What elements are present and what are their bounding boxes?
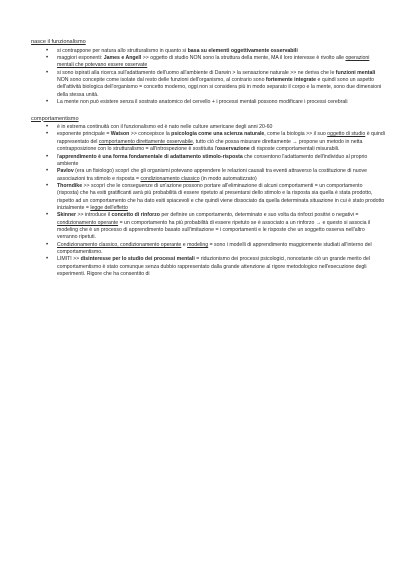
bullet-text: >> concepisce la bbox=[129, 131, 172, 138]
bullet-text: >> oggetto di studio NON sono la struttura della mente, MA il loro interesse è rivolto alle bbox=[141, 54, 346, 61]
bullet-item bbox=[57, 168, 385, 183]
bullet-item bbox=[57, 124, 385, 131]
bold-text: funzioni mentali bbox=[335, 69, 376, 76]
underlined-text: oggetto di studio bbox=[327, 131, 366, 138]
section-gap bbox=[31, 106, 385, 114]
bullet-text: NON sono concepite come isolate dal resto delle funzioni dell'organismo, al contrario sono bbox=[57, 76, 266, 83]
bold-text: fortemente integrate bbox=[265, 76, 317, 83]
bullet-item bbox=[57, 242, 385, 257]
bold-text: Skinner bbox=[57, 212, 77, 219]
underlined-text: condizionamento operante bbox=[57, 219, 119, 226]
underlined-text: Condizionamento classico, condizionamento operante bbox=[57, 241, 182, 248]
bullet-text: l' bbox=[57, 153, 60, 160]
bullet-text: maggiori esponenti: bbox=[57, 54, 104, 61]
bullet-item bbox=[57, 183, 385, 212]
bullet-text: (era un fisiologo) scoprì che gli organismi potevano apprendere le relazioni causali tra eventi attraverso la costituzione di nuove associazioni tra stimolo e risposta = bbox=[57, 168, 367, 182]
bold-text: psicologia come una scienza naturale bbox=[171, 131, 265, 138]
bullet-list bbox=[31, 124, 385, 278]
section-title-label: comportamentismo bbox=[31, 115, 79, 122]
bullet-list bbox=[31, 48, 385, 107]
underlined-text: modeling bbox=[187, 241, 209, 248]
section-title-label: nasce il funzionalismo bbox=[31, 39, 86, 45]
bullet-text: è quindi rappresentato del bbox=[57, 131, 385, 145]
bold-text: apprendimento è una forma fondamentale di adattamento stimolo-risposta bbox=[59, 153, 243, 160]
bullet-item bbox=[57, 131, 385, 153]
bullet-text: per definire un comportamento, determinato e suo volta da rinforzi positivi o negativi = bbox=[159, 212, 359, 219]
bullet-item bbox=[57, 212, 385, 241]
bullet-item bbox=[57, 48, 385, 55]
bullet-item bbox=[57, 70, 385, 99]
bullet-text: che consentono l'adattamento dell'individuo al proprio ambiente bbox=[57, 153, 368, 167]
bold-text: Pavlov bbox=[57, 168, 74, 175]
bullet-text: e bbox=[181, 241, 188, 248]
underlined-text: operazioni mentali che potevano essere osservate bbox=[57, 54, 370, 69]
document-body bbox=[31, 38, 385, 278]
bold-text: Thorndike bbox=[57, 182, 83, 189]
bullet-text: di risposte comportamentali misurabili. bbox=[249, 146, 340, 153]
bullet-text: (in modo automatizzato) bbox=[199, 175, 257, 182]
bullet-text: si contrappone per natura allo strutturalismo in quanto si bbox=[57, 47, 188, 54]
underlined-text: comportamento direttamente osservabile bbox=[98, 138, 193, 145]
bullet-text: è in estrema continuità con il funzionalismo ed è nato nelle culture americane degli anni 20-60 bbox=[57, 124, 273, 131]
bullet-text: = riduzionismo dei processi psicologici, nonostante ciò un grande merito del comportamentismo è stato comunque senza dubbio rappresentato dalla grande attenzione al rigore metodologico nell'esecuzione degli esperimenti. Rigore che ha consentito di bbox=[57, 256, 370, 277]
bullet-text: La mente non può esistere senza il sostrato anatomico del cervello + i processi mentali possono modificare i processi cerebrali bbox=[57, 99, 348, 105]
bullet-text: >> scoprì che le conseguenze di un'azione possono portare all'eliminazione di alcuni comportamenti = un comportamento (risposta) che ha esiti gratificanti avrà più probabilità di essere ripetuto al presentarsi dello stimolo e la risposta sia quella è stata prodotto, rispetto ad un comportamento che ha dato esiti spiacevoli e che quindi viene dissociato da quella determinata situazione in cui è stato prodotto inizialmente = bbox=[57, 182, 385, 211]
bullet-item bbox=[57, 55, 385, 70]
bullet-item bbox=[57, 256, 385, 278]
bullet-text: si sono ispirati alla ricerca sull'adattamento dell'uomo all'ambiente di Darwin > la sensazione naturale >> ne deriva che le bbox=[57, 69, 336, 76]
bullet-item bbox=[57, 154, 385, 169]
bold-text: basa su elementi oggettivamente osservabili bbox=[187, 47, 298, 54]
section-title bbox=[31, 38, 385, 46]
bold-text: osservazione bbox=[216, 146, 250, 153]
underlined-text: legge dell'effetto bbox=[90, 204, 128, 211]
bold-text: Watson bbox=[110, 131, 130, 138]
bold-text: concetto di rinforzo bbox=[111, 212, 160, 219]
bullet-text: LIMITI >> bbox=[57, 256, 81, 263]
bullet-text: , come la biologia >> il suo bbox=[264, 131, 328, 138]
bullet-text: e quindi sono un aspetto dell'attività biologica dell'organismo = concetto moderno, oggi non si considera più in modo separato il corpo e la mente, sono due dimensioni della stessa unità. bbox=[57, 76, 382, 98]
bullet-text: , tutto ciò che possa misurare direttamente → propone un metodo in netta contrapposizione con lo strutturalismo = all'introspezione è sostituita l' bbox=[57, 138, 363, 153]
bullet-text: = un comportamento ha più probabilità di essere ripetuto se è associato a un rinforzo → e questo si associa il modeling che è un processo di apprendimento basato sull'imitazione = i comportamenti e le risposte che un soggetto osserva nell'altro verranno ripetuti. bbox=[57, 219, 371, 241]
bold-text: James e Angell bbox=[103, 54, 142, 61]
bullet-item bbox=[57, 99, 385, 106]
bold-text: disinteresse per lo studio dei processi mentali bbox=[80, 256, 195, 263]
underlined-text: condizionamento classico bbox=[140, 175, 200, 182]
bullet-text: >> introduce il bbox=[76, 212, 112, 219]
bullet-text: = sono i modelli di apprendimento maggiormente studiati all'interno del comportamentismo. bbox=[57, 241, 372, 255]
bullet-text: esponente principale = bbox=[57, 131, 111, 138]
section-title bbox=[31, 115, 385, 123]
